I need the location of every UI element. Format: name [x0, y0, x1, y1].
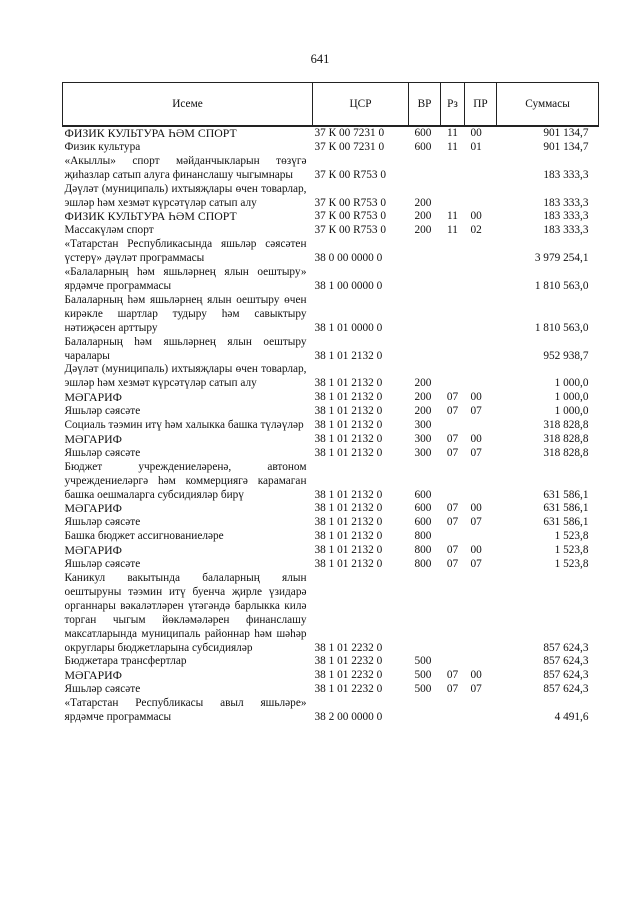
- cell-csr: 38 1 01 2132 0: [314, 391, 383, 404]
- cell-csr: 38 1 01 2132 0: [314, 432, 383, 445]
- cell-vr: [409, 572, 441, 655]
- cell-name: Яшьләр сәясәте: [64, 516, 141, 529]
- cell-vr: 600: [414, 516, 432, 529]
- cell-vr: [409, 266, 441, 294]
- cell-vr: [409, 238, 441, 266]
- cell-sum: 1 000,0: [554, 405, 589, 418]
- cell-sum: 631 586,1: [543, 502, 589, 515]
- cell-csr: 38 1 01 0000 0: [314, 321, 383, 334]
- cell-vr: 200: [414, 377, 432, 390]
- table-row: [63, 697, 599, 725]
- cell-sum: 857 624,3: [543, 669, 589, 682]
- cell-pr: [465, 266, 497, 294]
- cell-vr: 300: [414, 419, 432, 432]
- cell-rz: 11: [447, 140, 458, 153]
- table-row: [63, 558, 599, 572]
- table-row: [63, 238, 599, 266]
- cell-rz: [441, 461, 465, 503]
- cell-csr: 37 К 00 R753 0: [314, 210, 387, 223]
- cell-name: Яшьләр сәясәте: [64, 446, 141, 459]
- cell-name: Бюджет учреждениеләренә, автоном учреждениеләргә һәм коммерциягә карамаган башка оешмаларга субсидияләр бирү: [64, 460, 307, 501]
- cell-pr: 00: [470, 127, 482, 139]
- cell-sum: 1 000,0: [554, 377, 589, 390]
- cell-vr: 200: [414, 224, 432, 237]
- cell-name: Яшьләр сәясәте: [64, 683, 141, 696]
- header-name: Исеме: [63, 83, 313, 127]
- cell-rz: 11: [447, 127, 458, 139]
- table-row: [63, 669, 599, 683]
- cell-name: Дәүләт (муниципаль) ихтыяҗлары өчен товарлар, эшләр һәм хезмәт күрсәтүләр сатып алу: [64, 182, 307, 209]
- cell-sum: 183 333,3: [543, 196, 589, 209]
- cell-sum: 318 828,8: [543, 419, 589, 432]
- cell-pr: [465, 461, 497, 503]
- cell-pr: 07: [470, 558, 482, 571]
- cell-csr: 38 1 01 2132 0: [314, 502, 383, 515]
- cell-name: МӘГАРИФ: [64, 501, 122, 516]
- cell-pr: 00: [470, 669, 482, 682]
- cell-sum: 318 828,8: [543, 432, 589, 445]
- cell-vr: 800: [414, 558, 432, 571]
- cell-pr: [465, 530, 497, 544]
- header-csr: ЦСР: [313, 83, 409, 127]
- cell-sum: 857 624,3: [543, 683, 589, 696]
- cell-name: Массакүләм спорт: [64, 224, 154, 237]
- cell-vr: 600: [414, 502, 432, 515]
- cell-rz: 07: [446, 502, 459, 515]
- cell-rz: 07: [446, 516, 459, 529]
- cell-rz: 07: [446, 683, 459, 696]
- cell-vr: 300: [414, 446, 432, 459]
- cell-csr: 38 1 01 2132 0: [314, 349, 383, 362]
- cell-vr: [409, 336, 441, 364]
- cell-sum: 631 586,1: [543, 488, 589, 501]
- table-row: [63, 419, 599, 433]
- cell-pr: 07: [470, 405, 482, 418]
- cell-pr: 00: [470, 544, 482, 557]
- header-rz: Рз: [441, 83, 465, 127]
- cell-csr: 38 0 00 0000 0: [314, 252, 383, 265]
- cell-pr: [465, 363, 497, 391]
- cell-vr: [409, 294, 441, 336]
- cell-vr: 500: [414, 655, 432, 668]
- cell-rz: 07: [446, 405, 459, 418]
- cell-csr: 38 1 01 2132 0: [314, 405, 383, 418]
- cell-sum: 857 624,3: [543, 655, 589, 668]
- cell-sum: 183 333,3: [543, 168, 589, 181]
- cell-rz: [441, 294, 465, 336]
- cell-csr: 38 1 01 2132 0: [314, 516, 383, 529]
- cell-pr: [465, 336, 497, 364]
- table-row: [63, 447, 599, 461]
- cell-pr: [465, 655, 497, 669]
- table-row: [63, 683, 599, 697]
- cell-rz: [441, 697, 465, 725]
- cell-pr: [465, 238, 497, 266]
- cell-name: ФИЗИК КУЛЬТУРА ҺӘМ СПОРТ: [64, 126, 237, 140]
- cell-name: Физик культура: [64, 140, 141, 153]
- cell-pr: 00: [470, 210, 482, 223]
- cell-pr: 00: [470, 391, 482, 404]
- table-row: [63, 141, 599, 155]
- cell-csr: 38 1 00 0000 0: [314, 279, 383, 292]
- cell-rz: 07: [446, 558, 459, 571]
- cell-pr: 00: [470, 432, 482, 445]
- cell-rz: [441, 419, 465, 433]
- table-row: [63, 336, 599, 364]
- cell-sum: 1 523,8: [554, 558, 589, 571]
- cell-name: МӘГАРИФ: [64, 390, 122, 405]
- cell-rz: 07: [446, 432, 459, 445]
- table-row: [63, 572, 599, 655]
- cell-pr: [465, 183, 497, 211]
- cell-name: Балаларның һәм яшьләрнең ялын оештыру өчен кирәкле шартлар тудыру һәм савыктыру нәтиҗәсен арттыру: [64, 293, 307, 334]
- table-row: [63, 433, 599, 447]
- header-vr: ВР: [409, 83, 441, 127]
- cell-vr: 500: [414, 669, 432, 682]
- cell-pr: 01: [470, 140, 482, 153]
- cell-csr: 38 1 01 2132 0: [314, 377, 383, 390]
- cell-rz: [441, 336, 465, 364]
- cell-vr: 600: [414, 488, 432, 501]
- cell-csr: 38 1 01 2232 0: [314, 641, 383, 654]
- cell-pr: [465, 697, 497, 725]
- cell-csr: 38 1 01 2232 0: [314, 683, 383, 696]
- cell-rz: [441, 655, 465, 669]
- table-row: [63, 210, 599, 224]
- cell-vr: 200: [414, 405, 432, 418]
- cell-vr: 600: [414, 127, 432, 139]
- cell-pr: 07: [470, 516, 482, 529]
- cell-pr: 02: [470, 224, 482, 237]
- cell-rz: 11: [447, 224, 458, 237]
- table-row: [63, 405, 599, 419]
- cell-name: «Балаларның һәм яшьләрнең ялын оештыру» ярдәмче программасы: [64, 266, 307, 292]
- cell-csr: 37 К 00 R753 0: [314, 224, 387, 237]
- cell-pr: [465, 155, 497, 183]
- table-row: [63, 391, 599, 405]
- table-row: [63, 544, 599, 558]
- cell-csr: 38 1 01 2232 0: [314, 669, 383, 682]
- cell-name: Яшьләр сәясәте: [64, 405, 141, 418]
- cell-vr: [409, 155, 441, 183]
- cell-csr: 37 К 00 7231 0: [314, 127, 385, 139]
- cell-vr: 200: [414, 210, 432, 223]
- cell-vr: 200: [414, 391, 432, 404]
- cell-name: «Татарстан Республикасы авыл яшьләре» ярдәмче программасы: [64, 697, 307, 724]
- cell-pr: 07: [470, 683, 482, 696]
- cell-sum: 1 000,0: [554, 391, 589, 404]
- cell-csr: 38 1 01 2132 0: [314, 530, 383, 543]
- cell-pr: 07: [470, 446, 482, 459]
- table-row: [63, 461, 599, 503]
- cell-csr: 38 1 01 2132 0: [314, 558, 383, 571]
- cell-rz: [441, 530, 465, 544]
- cell-sum: 4 491,6: [554, 711, 589, 724]
- cell-sum: 857 624,3: [543, 641, 589, 654]
- cell-name: МӘГАРИФ: [64, 668, 122, 683]
- table-row: [63, 183, 599, 211]
- cell-rz: 07: [446, 391, 459, 404]
- cell-csr: 38 1 01 2132 0: [314, 419, 383, 432]
- cell-name: Социаль тәэмин итү һәм халыкка башка түләүләр: [64, 419, 304, 432]
- cell-sum: 183 333,3: [543, 224, 589, 237]
- cell-csr: 38 1 01 2232 0: [314, 655, 383, 668]
- table-row: [63, 155, 599, 183]
- table-row: [63, 502, 599, 516]
- cell-sum: 1 810 563,0: [534, 321, 589, 334]
- cell-pr: [465, 294, 497, 336]
- cell-sum: 901 134,7: [543, 127, 589, 139]
- cell-sum: 631 586,1: [543, 516, 589, 529]
- cell-sum: 901 134,7: [543, 140, 589, 153]
- cell-rz: [441, 238, 465, 266]
- table-row: [63, 655, 599, 669]
- cell-rz: [441, 183, 465, 211]
- cell-csr: 37 К 00 7231 0: [314, 140, 385, 153]
- page-number: 641: [310, 52, 330, 66]
- cell-vr: [409, 697, 441, 725]
- cell-rz: 07: [446, 544, 459, 557]
- cell-csr: 38 1 01 2132 0: [314, 446, 383, 459]
- cell-name: МӘГАРИФ: [64, 431, 122, 446]
- cell-csr: 37 К 00 R753 0: [314, 196, 387, 209]
- cell-name: Балаларның һәм яшьләрнең ялын оештыру чаралары: [64, 335, 307, 362]
- cell-pr: [465, 572, 497, 655]
- cell-vr: 200: [414, 196, 432, 209]
- cell-sum: 1 810 563,0: [534, 279, 589, 292]
- cell-vr: 800: [414, 544, 432, 557]
- cell-name: Каникул вакытында балаларның ялын оештыруны тәэмин итү буенча җирле үзидарә органнары вәкаләтләрен үтәгәндә барлыкка килә торган чыгым йөкләмәләрен финанслашу максатларында муниципаль районнар һәм шәһәр округлары бюджетларына субсидияләр: [64, 572, 307, 654]
- table-row: [63, 516, 599, 530]
- cell-csr: 37 К 00 R753 0: [314, 168, 387, 181]
- cell-rz: 11: [447, 210, 458, 223]
- cell-name: Яшьләр сәясәте: [64, 558, 141, 571]
- table-row: [63, 266, 599, 294]
- cell-sum: 3 979 254,1: [534, 252, 589, 265]
- cell-csr: 38 1 01 2132 0: [314, 488, 383, 501]
- cell-sum: 1 523,8: [554, 530, 589, 543]
- cell-rz: 07: [446, 669, 459, 682]
- cell-vr: 500: [414, 683, 432, 696]
- cell-rz: [441, 266, 465, 294]
- header-sum: Суммасы: [497, 83, 599, 127]
- cell-pr: [465, 419, 497, 433]
- table-row: [63, 126, 599, 141]
- cell-vr: 600: [414, 140, 432, 153]
- budget-table: [62, 82, 599, 725]
- cell-name: Дәүләт (муниципаль) ихтыяҗлары өчен товарлар, эшләр һәм хезмәт күрсәтүләр сатып алу: [64, 363, 307, 390]
- cell-sum: 183 333,3: [543, 210, 589, 223]
- cell-sum: 952 938,7: [543, 349, 589, 362]
- cell-name: Башка бюджет ассигнованиеләре: [64, 530, 224, 543]
- cell-rz: [441, 155, 465, 183]
- cell-sum: 1 523,8: [554, 544, 589, 557]
- cell-rz: [441, 363, 465, 391]
- cell-vr: 800: [414, 530, 432, 543]
- table-header-row: [63, 83, 599, 127]
- cell-pr: 00: [470, 502, 482, 515]
- cell-csr: 38 2 00 0000 0: [314, 711, 383, 724]
- cell-csr: 38 1 01 2132 0: [314, 544, 383, 557]
- cell-name: МӘГАРИФ: [64, 543, 122, 558]
- cell-name: ФИЗИК КУЛЬТУРА ҺӘМ СПОРТ: [64, 209, 237, 224]
- cell-name: «Татарстан Республикасында яшьләр сәясәтен үстерү» дәүләт программасы: [64, 238, 307, 265]
- table-row: [63, 224, 599, 238]
- cell-name: «Акыллы» спорт мәйданчыкларын төзүгә җиһазлар сатып алуга финанслашу чыгымнары: [64, 154, 307, 181]
- table-row: [63, 363, 599, 391]
- table-body: [63, 126, 599, 725]
- cell-rz: [441, 572, 465, 655]
- cell-name: Бюджетара трансфертлар: [64, 655, 187, 668]
- table-row: [63, 294, 599, 336]
- cell-rz: 07: [446, 446, 459, 459]
- cell-sum: 318 828,8: [543, 446, 589, 459]
- table-row: [63, 530, 599, 544]
- header-pr: ПР: [465, 83, 497, 127]
- cell-vr: 300: [414, 432, 432, 445]
